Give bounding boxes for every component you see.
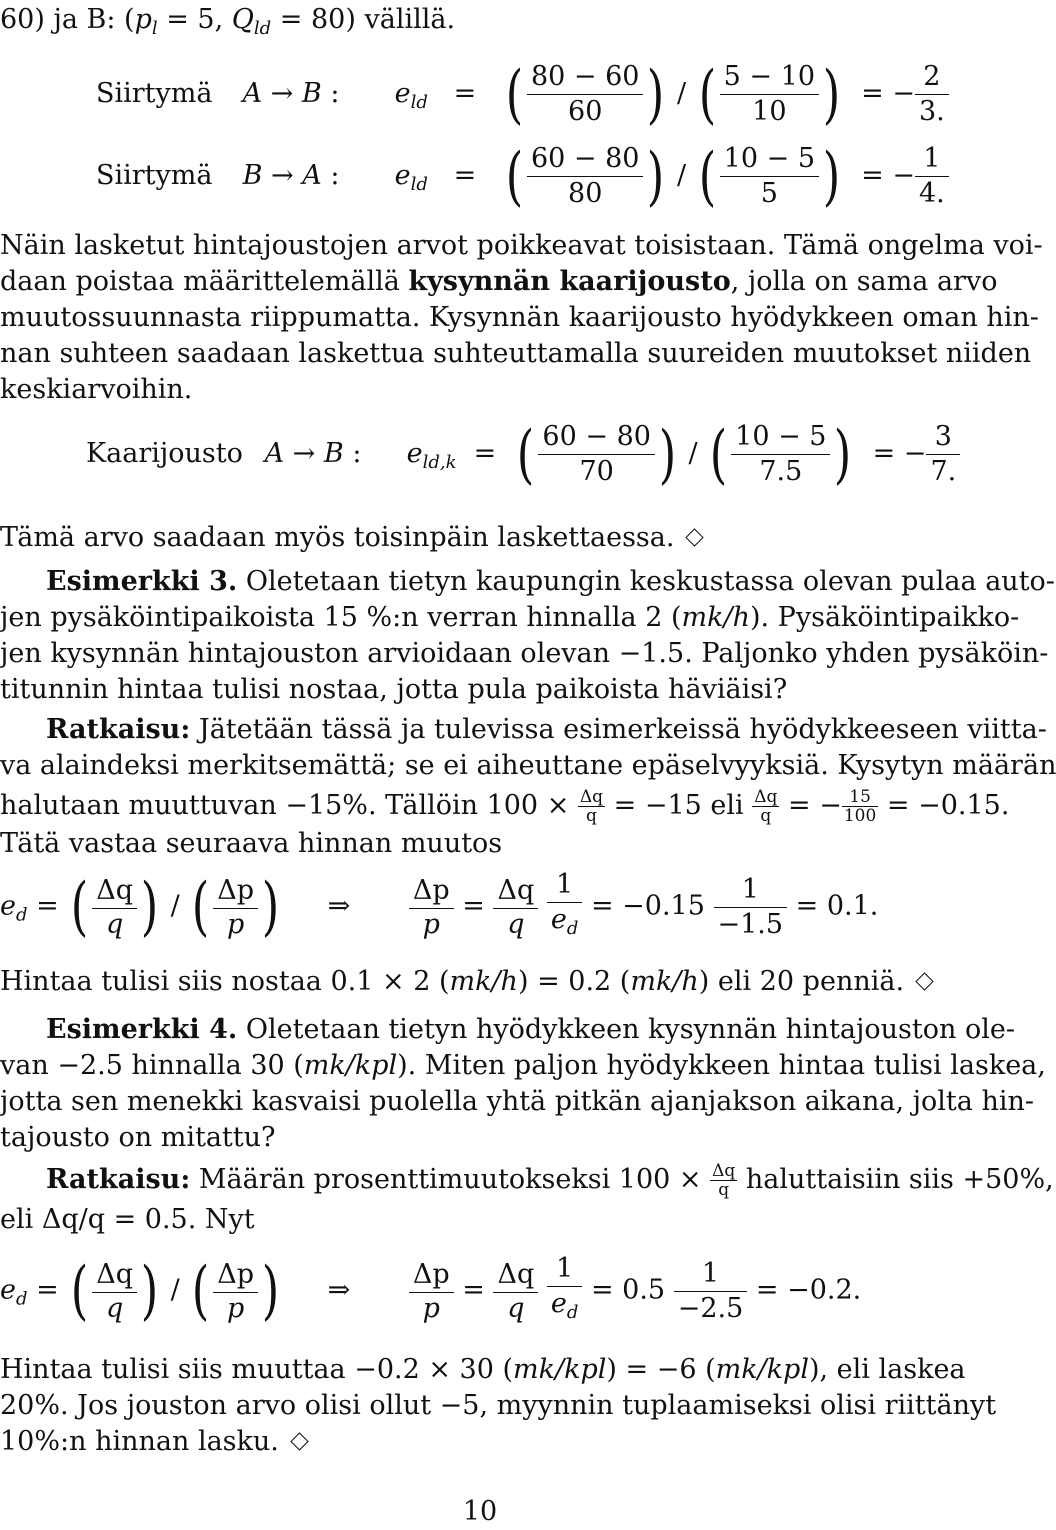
ex3-line1: Esimerkki 3. Oletetaan tietyn kaupungin keskustassa olevan pulaa auto- <box>46 566 1055 597</box>
ex3-line3: jen kysynnän hintajouston arvioidaan olevan −1.5. Paljonko yhden pysäköin- <box>0 638 1049 669</box>
ex4-line3: jotta sen menekki kasvaisi puolella yhtä pitkän ajanjakson aikana, jolta hin- <box>0 1086 1034 1117</box>
ex4-result-line2: 20%. Jos jouston arvo olisi ollut −5, myynnin tuplaamiseksi olisi riittänyt <box>0 1390 997 1421</box>
ex3-solution-line2: va alaindeksi merkitsemättä; se ei aiheuttane epäselvyyksiä. Kysytyn määrän <box>0 750 1056 781</box>
top-line: 60) ja B: ($p_l = 5$, $Q_{ld} = 80$) välillä. <box>0 4 456 39</box>
ex4-solution-line1: Ratkaisu: Määrän prosenttimuutokseksi 100 × $\frac{\Delta q}{q}$ haluttaisiin siis +50%, <box>46 1161 1054 1200</box>
formula-example3: $e_d$ = ( $\frac{\Delta q}{q}$) / ( $\frac{\Delta p}{p}$) ⇒ $\frac{\Delta p}{p}$ = $\frac{\Delta q}{q}$ $\frac{1}{e_d}$ = −0.15 $\frac{1}{-1.5}$ = 0.1. <box>0 869 879 944</box>
equation-transition-a-b: Siirtymä A → B : $e_{ld}$ = ( $\frac{80 - 60}{60}$ ) / ( $\frac{5 - 10}{10}$ ) = − $\frac{2}{3.}$ <box>96 60 949 129</box>
page-number: 10 <box>462 1496 498 1527</box>
formula-example4: $e_d$ = ( $\frac{\Delta q}{q}$) / ( $\frac{\Delta p}{p}$) ⇒ $\frac{\Delta p}{p}$ = $\frac{\Delta q}{q}$ $\frac{1}{e_d}$ = 0.5 $\frac{1}{-2.5}$ = −0.2. <box>0 1253 862 1328</box>
ex3-solution-line3: halutaan muuttuvan −15%. Tällöin 100 × $\frac{\Delta q}{q}$ = −15 eli $\frac{\Delta q}{q}$ = − $\frac{15}{100}$ = −0.15. <box>0 787 1010 826</box>
ex4-result-line1: Hintaa tulisi siis muuttaa −0.2 × 30 (mk/kpl) = −6 (mk/kpl), eli laskea <box>0 1354 966 1385</box>
end-of-example-icon <box>915 972 933 990</box>
ex3-result: Hintaa tulisi siis nostaa 0.1 × 2 (mk/h) = 0.2 (mk/h) eli 20 penniä. <box>0 964 931 1000</box>
ex3-solution-line1: Ratkaisu: Jätetään tässä ja tulevissa esimerkeissä hyödykkeeseen viitta- <box>46 714 1047 745</box>
para1-line4: nan suhteen saadaan laskettua suhteuttamalla suureiden muutokset niiden <box>0 338 1032 369</box>
ex4-result-line3: 10%:n hinnan lasku. <box>0 1424 306 1460</box>
ex3-line2: jen pysäköintipaikoista 15 %:n verran hinnalla 2 (mk/h). Pysäköintipaikko- <box>0 602 1020 633</box>
para1-line2: daan poistaa määrittelemällä kysynnän kaarijousto, jolla on sama arvo <box>0 266 998 297</box>
ex3-line4: titunnin hintaa tulisi nostaa, jotta pula paikoista häviäisi? <box>0 674 788 705</box>
para1-line1: Näin lasketut hintajoustojen arvot poikkeavat toisistaan. Tämä ongelma voi- <box>0 230 1043 261</box>
para1-end: Tämä arvo saadaan myös toisinpäin laskettaessa. <box>0 520 701 556</box>
ex4-line4: tajousto on mitattu? <box>0 1122 276 1153</box>
ex4-solution-line2: eli Δq/q = 0.5. Nyt <box>0 1204 255 1235</box>
end-of-example-icon <box>290 1432 308 1450</box>
ex4-line1: Esimerkki 4. Oletetaan tietyn hyödykkeen kysynnän hintajouston ole- <box>46 1014 1015 1045</box>
end-of-example-icon <box>686 528 704 546</box>
equation-arc-elasticity: Kaarijousto A → B : $e_{ld,k}$ = ( $\frac{60 - 80}{70}$ ) / ( $\frac{10 - 5}{7.5}$ ) = − $\frac{3}{7.}$ <box>86 420 960 489</box>
ex3-solution-line4: Tätä vastaa seuraava hinnan muutos <box>0 828 503 859</box>
para1-line5: keskiarvoihin. <box>0 374 193 405</box>
equation-transition-b-a: Siirtymä B → A : $e_{ld}$ = ( $\frac{60 - 80}{80}$ ) / ( $\frac{10 - 5}{5}$ ) = − $\frac{1}{4.}$ <box>96 142 949 211</box>
para1-line3: muutossuunnasta riippumatta. Kysynnän kaarijousto hyödykkeen oman hin- <box>0 302 1039 333</box>
ex4-line2: van −2.5 hinnalla 30 (mk/kpl). Miten paljon hyödykkeen hintaa tulisi laskea, <box>0 1050 1046 1081</box>
